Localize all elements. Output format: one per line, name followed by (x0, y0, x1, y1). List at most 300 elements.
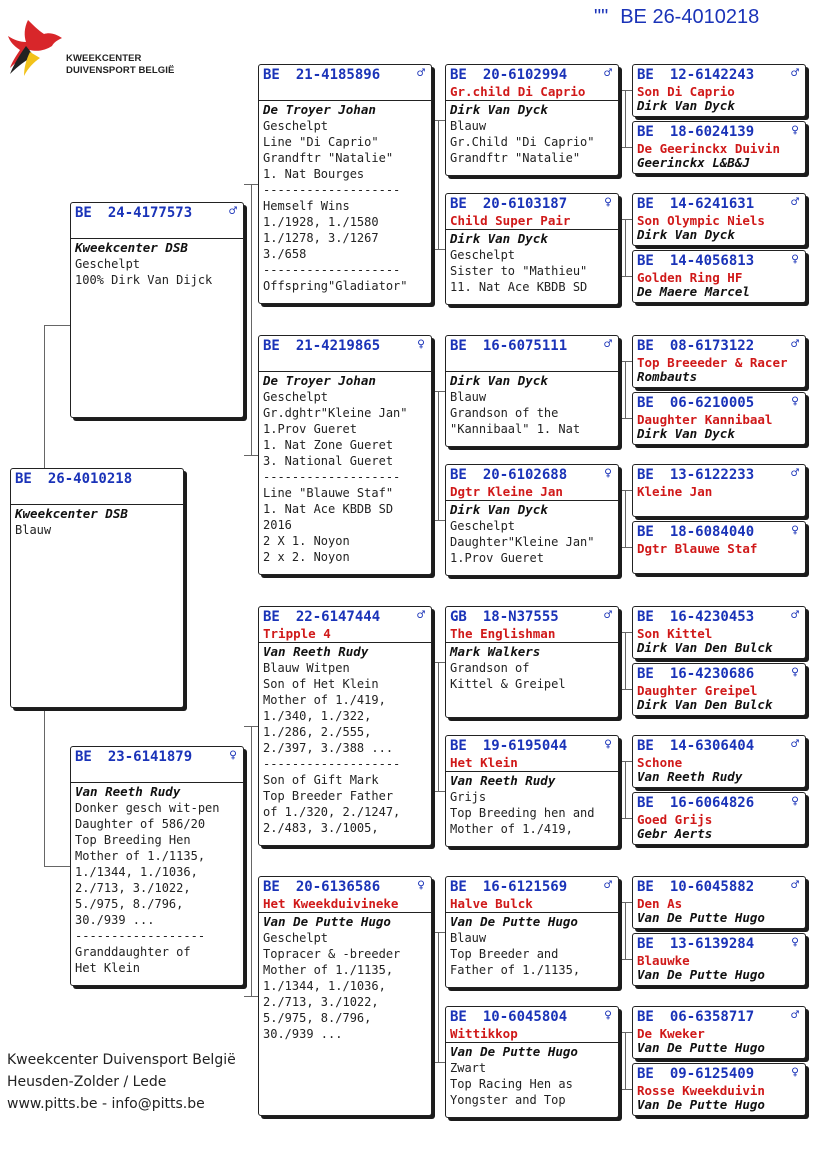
pedigree-note: 1./1928, 1./1580 (263, 215, 379, 229)
connector (244, 996, 258, 997)
ring-number (450, 196, 567, 212)
pedigree-note: Sister to "Mathieu" (450, 264, 588, 278)
ring-number (263, 609, 380, 625)
pedigree-note: 2 X 1. Noyon (263, 534, 350, 548)
sex-symbol-icon: ♂ (791, 466, 799, 481)
card-header (71, 203, 243, 223)
pedigree-note: Top Breeding hen and (450, 806, 595, 820)
pedigree-note: ------------------ (75, 929, 206, 943)
pigeon-name: Dgtr Blauwe Staf (637, 541, 758, 556)
card-header (446, 877, 618, 897)
pedigree-note: Granddaughter of (75, 945, 191, 959)
card-header (633, 607, 805, 627)
owner-name: De Troyer Johan (263, 102, 376, 117)
ring-number (637, 609, 754, 625)
sex-symbol-icon: ♀ (417, 337, 425, 352)
card-header (446, 336, 618, 356)
pedigree-note: Zwart (450, 1061, 487, 1075)
pedigree-note: Line "Di Caprio" (263, 135, 379, 149)
card-header (446, 65, 618, 85)
title-ring: BE 26-4010218 (620, 6, 760, 28)
pedigree-note: Line "Blauwe Staf" (263, 486, 394, 500)
card-header (633, 1064, 805, 1084)
sex-symbol-icon: ♀ (791, 394, 799, 409)
owner-name: Dirk Van Dyck (637, 426, 735, 441)
sex-symbol-icon: ♂ (604, 66, 612, 81)
owner-name: Gebr Aerts (637, 826, 713, 841)
pigeon-name: Het Kweekduivineke (263, 896, 399, 911)
pigeon-card-g2 (632, 121, 806, 174)
pedigree-note: 1. Nat Zone Gueret (263, 438, 394, 452)
ring-number (75, 749, 192, 765)
owner-name: Dirk Van Den Bulck (637, 640, 773, 655)
pedigree-note: Mother of 1./1135, (75, 849, 206, 863)
ring-country: BE (15, 471, 32, 487)
ring-country: BE (637, 196, 654, 212)
ring-country: BE (637, 609, 654, 625)
connector (619, 689, 632, 690)
pigeon-name: De Geerinckx Duivin (637, 141, 780, 156)
pedigree-note: 2016 (263, 518, 292, 532)
connector (432, 1062, 445, 1063)
pedigree-note: Blauw (450, 119, 487, 133)
ring-number (15, 471, 132, 487)
footer-location: Heusden-Zolder / Lede (7, 1074, 167, 1090)
card-header (633, 736, 805, 756)
pedigree-note: Top Breeder and (450, 947, 559, 961)
ring-country: BE (637, 795, 654, 811)
divider (259, 912, 431, 913)
pedigree-note: 30./939 ... (75, 913, 155, 927)
divider (259, 100, 431, 101)
ring-number (637, 1009, 754, 1025)
pigeon-name: Blauwke (637, 953, 690, 968)
pedigree-note: Son of Het Klein (263, 677, 379, 691)
ring-country: BE (637, 524, 654, 540)
pedigree-note: 2./483, 3./1005, (263, 821, 379, 835)
pigeon-card-g4 (632, 250, 806, 303)
pigeon-card-dsd (445, 735, 619, 847)
connector (625, 219, 626, 276)
ring-code: 18-N37555 (482, 609, 559, 625)
pedigree-note: Grijs (450, 790, 487, 804)
pedigree-note: Kittel & Greipel (450, 677, 566, 691)
ring-code: 13-6139284 (669, 936, 755, 952)
divider (446, 912, 618, 913)
owner-name: Dirk Van Dyck (637, 227, 735, 242)
ring-code: 06-6210005 (669, 395, 755, 411)
owner-name: Dirk Van Dyck (450, 373, 548, 388)
sex-symbol-icon: ♂ (791, 66, 799, 81)
pigeon-card-dd (258, 876, 432, 1116)
pedigree-note: ------------------- (263, 470, 401, 484)
pigeon-name (259, 356, 431, 370)
divider (446, 229, 618, 230)
card-header (446, 465, 618, 485)
ring-country: BE (637, 467, 654, 483)
owner-name: Van Reeth Rudy (75, 784, 181, 799)
pedigree-note: 1./1344, 1./1036, (263, 979, 386, 993)
ring-country: BE (637, 1009, 654, 1025)
connector (619, 959, 632, 960)
connector (619, 418, 632, 419)
card-header (446, 1007, 618, 1027)
pedigree-note: Daughter"Kleine Jan" (450, 535, 595, 549)
ring-country: BE (637, 67, 654, 83)
pigeon-card-dds (445, 876, 619, 988)
pigeon-card-g16 (632, 1063, 806, 1116)
pedigree-note: Yongster and Top (450, 1093, 566, 1107)
pigeon-name: Halve Bulck (450, 896, 533, 911)
pigeon-name: Daughter Greipel (637, 683, 758, 698)
pigeon-card-ds (258, 606, 432, 846)
pigeon-name: Kleine Jan (637, 484, 713, 499)
sex-symbol-icon: ♀ (791, 252, 799, 267)
connector (44, 325, 45, 468)
ring-code: 12-6142243 (669, 67, 755, 83)
pedigree-note: 1./1278, 3./1267 (263, 231, 379, 245)
ring-country: BE (450, 738, 467, 754)
owner-name: Van De Putte Hugo (637, 967, 765, 982)
ring-country: BE (637, 879, 654, 895)
pedigree-note: 100% Dirk Van Dijck (75, 273, 213, 287)
pigeon-card-subject (10, 468, 184, 708)
sex-symbol-icon: ♀ (791, 665, 799, 680)
ring-number (450, 1009, 567, 1025)
card-header (446, 607, 618, 627)
connector (619, 1089, 632, 1090)
connector (432, 791, 445, 792)
pedigree-note: ------------------- (263, 757, 401, 771)
card-header (259, 877, 431, 897)
card-header (633, 664, 805, 684)
ring-number (637, 196, 754, 212)
ring-number (637, 67, 754, 83)
logo-text (66, 53, 174, 77)
owner-name: Dirk Van Dyck (450, 231, 548, 246)
pedigree-note: Geschelpt (450, 248, 516, 262)
owner-name: Van De Putte Hugo (263, 914, 391, 929)
ring-code: 21-4219865 (295, 338, 381, 354)
owner-name: Kweekcenter DSB (75, 240, 188, 255)
card-header (633, 194, 805, 214)
owner-name: De Troyer Johan (263, 373, 376, 388)
ring-country: BE (450, 879, 467, 895)
pigeon-card-g1 (632, 64, 806, 117)
connector (44, 708, 45, 866)
pedigree-note: 30./939 ... (263, 1027, 343, 1041)
pigeon-name: Top Breeeder & Racer (637, 355, 788, 370)
pedigree-note: 1.Prov Gueret (263, 422, 357, 436)
connector (438, 932, 439, 1062)
owner-name: Van De Putte Hugo (637, 1040, 765, 1055)
card-header (633, 1007, 805, 1027)
connector (625, 490, 626, 547)
sex-symbol-icon: ♂ (604, 337, 612, 352)
ring-country: BE (75, 749, 92, 765)
pedigree-note: Grandson of the (450, 406, 559, 420)
connector (432, 520, 445, 521)
card-header (633, 877, 805, 897)
ring-number (637, 395, 754, 411)
divider (446, 100, 618, 101)
sex-symbol-icon: ♂ (791, 608, 799, 623)
divider (71, 782, 243, 783)
owner-name: Mark Walkers (450, 644, 541, 659)
pedigree-note: Gr.Child "Di Caprio" (450, 135, 595, 149)
ring-code: 23-6141879 (107, 749, 193, 765)
card-header (633, 934, 805, 954)
owner-name: Dirk Van Den Bulck (637, 697, 773, 712)
divider (71, 238, 243, 239)
pigeon-card-sd (258, 335, 432, 575)
sex-symbol-icon: ♀ (604, 195, 612, 210)
pigeon-card-g9 (632, 606, 806, 659)
card-header (11, 469, 183, 489)
pigeon-card-g6 (632, 392, 806, 445)
owner-name: Dirk Van Dyck (450, 102, 548, 117)
owner-name: Van De Putte Hugo (637, 1097, 765, 1112)
ring-number (263, 67, 380, 83)
pigeon-card-ddd (445, 1006, 619, 1118)
pedigree-note: Offspring"Gladiator" (263, 279, 408, 293)
pigeon-name (259, 85, 431, 99)
pigeon-card-dss (445, 606, 619, 718)
ring-number (637, 124, 754, 140)
ring-country: BE (450, 467, 467, 483)
ring-country: GB (450, 609, 467, 625)
pedigree-note: 1. Nat Bourges (263, 167, 365, 181)
sex-symbol-icon: ♂ (604, 608, 612, 623)
ring-country: BE (263, 879, 280, 895)
pigeon-name: Wittikkop (450, 1026, 518, 1041)
connector (251, 726, 252, 996)
card-header (633, 465, 805, 485)
divider (446, 642, 618, 643)
divider (259, 371, 431, 372)
sex-symbol-icon: ♂ (229, 204, 237, 219)
footer (7, 1049, 236, 1115)
ring-country: BE (450, 1009, 467, 1025)
pedigree-note: Mother of 1./419, (450, 822, 573, 836)
pedigree-note: Geschelpt (75, 257, 141, 271)
connector (438, 391, 439, 520)
ring-country: BE (637, 338, 654, 354)
pedigree-note: Donker gesch wit-pen (75, 801, 220, 815)
pedigree-note: Blauw Witpen (263, 661, 350, 675)
pigeon-name: Golden Ring HF (637, 270, 743, 285)
pedigree-note: 1. Nat Ace KBDB SD (263, 502, 394, 516)
ring-code: 06-6358717 (669, 1009, 755, 1025)
pedigree-note: 1./1344, 1./1036, (75, 865, 198, 879)
ring-number (637, 666, 754, 682)
pedigree-note: Geschelpt (263, 931, 329, 945)
pedigree-note: of 1./320, 2./1247, (263, 805, 401, 819)
ring-code: 19-6195044 (482, 738, 568, 754)
pedigree-note: Father of 1./1135, (450, 963, 581, 977)
connector (625, 761, 626, 818)
ring-code: 26-4010218 (47, 471, 133, 487)
ring-code: 24-4177573 (107, 205, 193, 221)
ring-country: BE (450, 67, 467, 83)
card-header (633, 393, 805, 413)
ring-country: BE (75, 205, 92, 221)
ring-code: 14-6241631 (669, 196, 755, 212)
sex-symbol-icon: ♀ (229, 748, 237, 763)
pedigree-note: Top Racing Hen as (450, 1077, 573, 1091)
pigeon-name (71, 767, 243, 781)
pedigree-note: Blauw (450, 390, 487, 404)
ring-number (637, 795, 754, 811)
card-header (259, 65, 431, 85)
sex-symbol-icon: ♀ (604, 737, 612, 752)
owner-name: Van Reeth Rudy (263, 644, 369, 659)
sex-symbol-icon: ♀ (791, 794, 799, 809)
ring-number (637, 524, 754, 540)
pigeon-card-g11 (632, 735, 806, 788)
pigeon-name: Gr.child Di Caprio (450, 84, 586, 99)
ring-number (637, 1066, 754, 1082)
pigeon-card-sds (445, 335, 619, 447)
owner-name: Van Reeth Rudy (450, 773, 556, 788)
pedigree-note: Daughter of 586/20 (75, 817, 206, 831)
card-header (446, 194, 618, 214)
pigeon-name: Dgtr Kleine Jan (450, 484, 563, 499)
pigeon-card-sire (70, 202, 244, 418)
connector (438, 662, 439, 791)
ring-code: 14-4056813 (669, 253, 755, 269)
title-quote: "" (594, 6, 609, 28)
ring-code: 20-6102688 (482, 467, 568, 483)
ring-number (450, 609, 559, 625)
pigeon-name: Child Super Pair (450, 213, 571, 228)
ring-code: 16-6075111 (482, 338, 568, 354)
pedigree-note: 1.Prov Gueret (450, 551, 544, 565)
pedigree-note: 3./658 (263, 247, 307, 261)
card-header (633, 65, 805, 85)
pigeon-card-g12 (632, 792, 806, 845)
pedigree-note: Geschelpt (263, 119, 329, 133)
connector (44, 866, 70, 867)
pigeon-name: Schone (637, 755, 683, 770)
pedigree-note: ------------------- (263, 183, 401, 197)
owner-name: Dirk Van Dyck (637, 98, 735, 113)
connector (619, 147, 632, 148)
pigeon-name (71, 223, 243, 237)
sex-symbol-icon: ♀ (604, 1008, 612, 1023)
ring-code: 20-6102994 (482, 67, 568, 83)
pedigree-note: Blauw (450, 931, 487, 945)
ring-number (637, 253, 754, 269)
card-header (633, 336, 805, 356)
ring-code: 18-6024139 (669, 124, 755, 140)
pigeon-card-g7 (632, 464, 806, 517)
owner-name: Rombauts (637, 369, 698, 384)
pedigree-note: 2 x 2. Noyon (263, 550, 350, 564)
ring-number (450, 467, 567, 483)
ring-number (450, 338, 567, 354)
connector (625, 361, 626, 418)
connector (619, 818, 632, 819)
pigeon-name: Rosse Kweekduivin (637, 1083, 765, 1098)
sex-symbol-icon: ♀ (417, 878, 425, 893)
sex-symbol-icon: ♂ (791, 878, 799, 893)
sex-symbol-icon: ♂ (791, 1008, 799, 1023)
pedigree-note: Hemself Wins (263, 199, 350, 213)
ring-code: 16-6121569 (482, 879, 568, 895)
divider (259, 642, 431, 643)
pedigree-note: 2./713, 3./1022, (263, 995, 379, 1009)
pedigree-note: Blauw (15, 523, 52, 537)
pigeon-name (446, 356, 618, 370)
ring-country: BE (637, 253, 654, 269)
logo-line-2: DUIVENSPORT BELGIË (66, 65, 175, 76)
divider (446, 771, 618, 772)
divider (11, 504, 183, 505)
pedigree-note: Top Breeding Hen (75, 833, 191, 847)
ring-number (75, 205, 192, 221)
pedigree-note: Geschelpt (450, 519, 516, 533)
pigeon-name: Son Olympic Niels (637, 213, 765, 228)
ring-country: BE (637, 738, 654, 754)
ring-country: BE (263, 338, 280, 354)
sex-symbol-icon: ♀ (604, 466, 612, 481)
card-header (633, 522, 805, 542)
divider (446, 500, 618, 501)
sex-symbol-icon: ♂ (417, 608, 425, 623)
pigeon-name: Daughter Kannibaal (637, 412, 773, 427)
connector (44, 325, 70, 326)
pedigree-note: Mother of 1./419, (263, 693, 386, 707)
divider (446, 371, 618, 372)
ring-country: BE (637, 666, 654, 682)
connector (438, 120, 439, 249)
ring-code: 13-6122233 (669, 467, 755, 483)
card-header (259, 336, 431, 356)
ring-number (450, 738, 567, 754)
sex-symbol-icon: ♂ (791, 337, 799, 352)
logo-line-1: KWEEKCENTER (66, 53, 142, 64)
footer-company: Kweekcenter Duivensport België (7, 1052, 236, 1068)
pedigree-note: Topracer & -breeder (263, 947, 401, 961)
pigeon-card-g15 (632, 1006, 806, 1059)
ring-number (637, 879, 754, 895)
pedigree-note: 11. Nat Ace KBDB SD (450, 280, 588, 294)
ring-number (637, 738, 754, 754)
pigeon-name: Son Di Caprio (637, 84, 735, 99)
ring-number (450, 879, 567, 895)
pedigree-note: Gr.dghtr"Kleine Jan" (263, 406, 408, 420)
pigeon-card-g13 (632, 876, 806, 929)
pedigree-note: 5./975, 8./796, (263, 1011, 372, 1025)
ring-code: 09-6125409 (669, 1066, 755, 1082)
pigeon-name (11, 489, 183, 503)
pigeon-name: Goed Grijs (637, 812, 713, 827)
owner-name: Van De Putte Hugo (637, 910, 765, 925)
ring-country: BE (637, 1066, 654, 1082)
card-header (633, 122, 805, 142)
connector (619, 547, 632, 548)
owner-name: De Maere Marcel (637, 284, 750, 299)
card-header (633, 251, 805, 271)
pedigree-note: Grandson of (450, 661, 530, 675)
owner-name: Van De Putte Hugo (450, 1044, 578, 1059)
pigeon-card-ssd (445, 193, 619, 305)
pedigree-note: Top Breeder Father (263, 789, 394, 803)
ring-code: 22-6147444 (295, 609, 381, 625)
ring-code: 14-6306404 (669, 738, 755, 754)
connector (625, 90, 626, 147)
